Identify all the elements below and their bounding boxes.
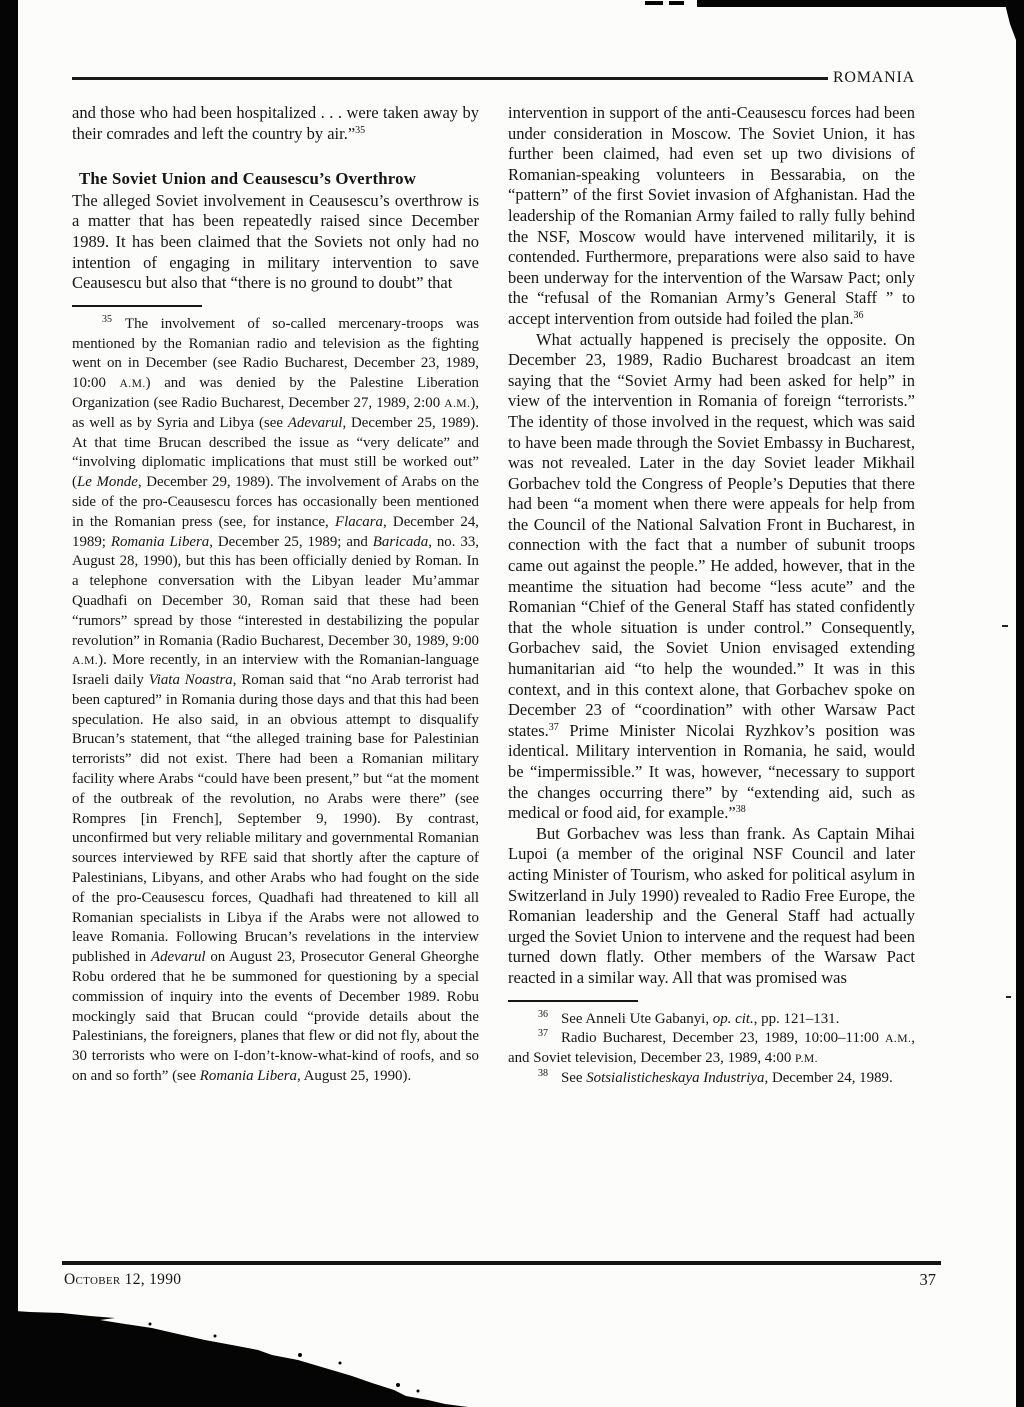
footnote-38: $^{38}$ See Sotsialisticheskaya Industriya, December 24, 1989. [538,1067,893,1086]
closing-paragraph: and those who had been hospitalized . . . were taken away by their comrades and left the country by air.”$^{35}$ [72,103,479,143]
toner-speck [1006,996,1011,998]
footnote-36: $^{36}$ See Anneli Ute Gabanyi, op. cit., pp. 121–131. [538,1008,840,1027]
footer-page-number: 37 [919,1270,936,1289]
body-paragraph: intervention in support of the anti-Ceausescu forces had been under consideration in Moscow. The Soviet Union, it has further been claimed, had even set up two divisions of Romanian-speaking volunteers in Bessarabia, on the “pattern” of the first Soviet invasion of Afghanistan. Had the leadership of the Romanian Army failed to rally fully behind the NSF, Moscow would have intervened militarily, it is contended. Furthermore, preparations were also said to have been underway for the intervention of the Warsaw Pact; only the “refusal of the Romanian Army’s General Staff ” to accept intervention from outside had foiled the plan.$^{36}$ [508,103,915,328]
scan-torn-corner-blob [0,1297,500,1407]
scan-edge-left-bar [0,0,18,1318]
scan-edge-top-dash [669,1,684,5]
footnote-35: $^{35}$ The involvement of so-called mercenary-troops was mentioned by the Romanian radio and television as the fighting went on in December (see Radio Bucharest, December 23, 1989, 10:00 A.M.) and was denied by the Palestine Liberation Organization (see Radio Bucharest, December 27, 1989, 2:00 A.M.), as well as by Syria and Libya (see Adevarul, December 25, 1989). At that time Brucan described the issue as “very delicate” and “involving diplomatic implications that must still be worked out” (Le Monde, December 29, 1989). The involvement of Arabs on the side of the pro-Ceausescu forces has occasionally been mentioned in the Romanian press (see, for instance, Flacara, December 24, 1989; Romania Libera, December 25, 1989; and Baricada, no. 33, August 28, 1990), but this has been officially denied by Roman. In a telephone conversation with the Libyan leader Mu’ammar Quadhafi on December 30, Roman said that these had been “rumors” spread by those “interested in destabilizing the popular revolution” in Romania (Radio Bucharest, December 30, 1989, 9:00 A.M.). More recently, in an interview with the Romanian-language Israeli daily Viata Noastra, Roman said that “no Arab terrorist had been captured” in Romania during those days and that this had been speculation. He also said, in an obvious attempt to disqualify Brucan’s statement, that “the alleged training base for Palestinian terrorists” did not exist. There had been a Romanian military facility where Arabs “could have been present,” but “at the moment of the outbreak of the revolution, no Arabs were there” (see Rompres [in French], September 9, 1990). By contrast, unconfirmed but very reliable military and governmental Romanian sources interviewed by RFE said that shortly after the capture of Palestinians, Libyans, and other Arabs who had fought on the side of the pro-Ceausescu forces, Quadhafi had threatened to kill all Romanian specialists in Libya if the Arabs were not allowed to leave Romania. Following Brucan’s revelations in the interview published in Adevarul on August 23, Prosecutor General Gheorghe Robu ordered that he be summoned for questioning by a special commission of inquiry into the events of December 1989. Robu mockingly said that Brucan could “provide details about the Palestinians, the foreigners, planes that flew or did not fly, about the 30 terrorists who were on I-don’t-know-what-kind of roofs, and so on and so forth” (see Romania Libera, August 25, 1990). [72,313,479,1085]
scan-edge-top-line [697,0,1017,7]
header-rule [72,77,828,80]
body-paragraph: But Gorbachev was less than frank. As Captain Mihai Lupoi (a member of the original NSF Council and later acting Minister of Tourism, who asked for political asylum in Switzerland in July 1990) revealed to Radio Free Europe, the Romanian leadership and the General Staff had actually urged the Soviet Union to intervene and the request had been turned down flatly. Other members of the Warsaw Pact reacted in a similar way. All that was promised was [508,823,915,987]
body-paragraph: The alleged Soviet involvement in Ceausescu’s overthrow is a matter that has been repeatedly raised since December 1989. It has been claimed that the Soviets not only had no intention of engaging in military intervention to save Ceausescu but also that “there is no ground to doubt” that [72,190,479,293]
scan-edge-top-dash [645,1,663,5]
footnote-37: $^{37}$ Radio Bucharest, December 23, 1989, 10:00–11:00 A.M., and Soviet television, December 23, 1989, 4:00 P.M. [508,1028,915,1067]
running-head-section: ROMANIA [832,69,915,86]
scan-edge-right-bar [1016,0,1024,1407]
footnote-separator [72,305,202,307]
section-heading: The Soviet Union and Ceausescu’s Overthrow [79,169,417,189]
footnote-separator [508,1000,638,1002]
footer-date: October 12, 1990 [64,1271,182,1288]
toner-speck [1002,625,1008,627]
right-column [508,103,915,1089]
scan-corner-wedge [1000,0,1024,44]
footer-rule [62,1261,941,1265]
left-column [72,103,479,1087]
body-paragraph: What actually happened is precisely the opposite. On December 23, 1989, Radio Bucharest broadcast an item saying that the “Soviet Army had been asked for help” in view of the intervention in Romania of foreign “terrorists.” The identity of those involved in the request, which was said to have been made through the Soviet Embassy in Bucharest, was not revealed. Later in the day Soviet leader Mikhail Gorbachev told the Congress of People’s Deputies that there had been “a moment when there were appeals for help from the Council of the National Salvation Front in Bucharest, in connection with the fact that a number of subunit troops came out against the people.” He added, however, that in the meantime the situation had become “less acute” and the Romanian “Chief of the General Staff has stated confidently that the whole situation is under control.” Consequently, Gorbachev said, the Soviet Union envisaged extending humanitarian aid “to help the wounded.” It was in this context, and in this context alone, that Gorbachev spoke on December 23 of “coordination” with other Warsaw Pact states.$^{37}$ Prime Minister Nicolai Ryzhkov’s position was identical. Military intervention in Romania, he said, would be “impermissible.” It was, however, “necessary to support the changes occurring there” by “extending aid, such as medical or food aid, for example.”$^{38}$ [508,329,915,823]
